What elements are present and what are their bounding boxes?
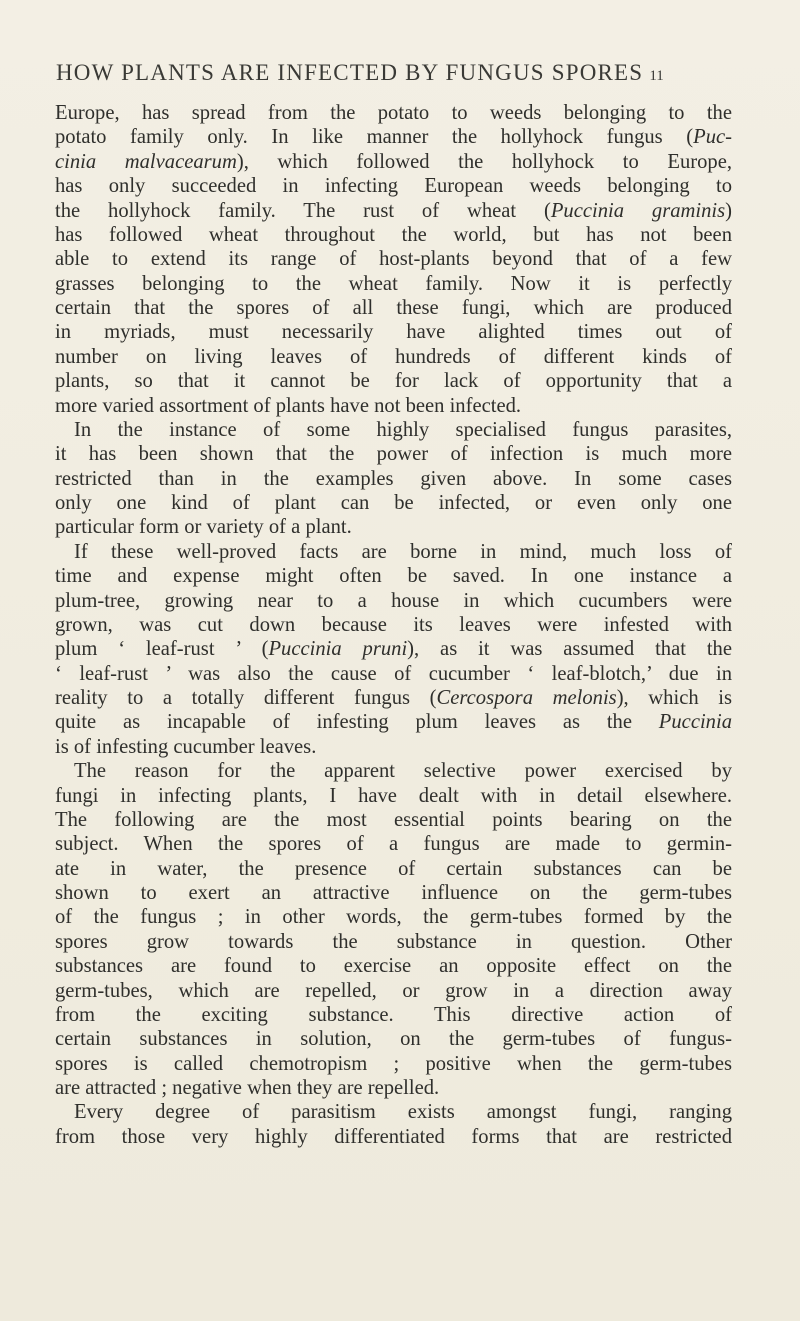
- running-head-title: HOW PLANTS ARE INFECTED BY FUNGUS SPORES: [56, 60, 644, 85]
- text-run: certain that the spores of all these fungi, which are produced: [55, 297, 732, 319]
- text-line: [55, 442, 732, 466]
- text-line: [55, 320, 732, 344]
- text-line: [55, 491, 732, 515]
- text-run: particular form or variety of a plant.: [55, 516, 352, 539]
- text-run: in myriads, must necessarily have alighted times out of: [55, 321, 732, 344]
- body-text: [55, 101, 732, 1149]
- italic-term: Puc-: [693, 126, 732, 149]
- text-run: able to extend its range of host-plants beyond that of a few: [55, 248, 732, 271]
- text-line: [55, 1125, 732, 1149]
- text-line: [55, 247, 732, 271]
- text-run: fungi in infecting plants, I have dealt with in detail elsewhere.: [55, 784, 732, 807]
- text-run: ), which followed the hollyhock to Europe,: [236, 150, 732, 173]
- text-run: are attracted ; negative when they are repelled.: [55, 1077, 440, 1099]
- text-run: ): [725, 199, 732, 222]
- text-run: from the exciting substance. This directive action of: [55, 1003, 732, 1026]
- text-run: substances are found to exercise an opposite effect on the: [55, 955, 732, 978]
- text-line: [55, 101, 732, 125]
- italic-term: Puccinia: [658, 711, 732, 734]
- text-run: spores is called chemotropism ; positive when the germ-tubes: [55, 1052, 732, 1075]
- text-line: [55, 881, 732, 905]
- text-run: more varied assortment of plants have not been infected.: [55, 394, 522, 417]
- text-run: is of infesting cucumber leaves.: [55, 735, 317, 758]
- text-line: [55, 1027, 732, 1051]
- text-line: [55, 1100, 732, 1124]
- text-line: [55, 369, 732, 393]
- text-line: [55, 686, 732, 710]
- text-line: [55, 1003, 732, 1027]
- text-line: [55, 832, 732, 856]
- text-run: Every degree of parasitism exists amongst fungi, ranging: [74, 1101, 732, 1124]
- text-run: only one kind of plant can be infected, or even only one: [55, 492, 732, 514]
- text-run: plum-tree, growing near to a house in which cucumbers were: [55, 589, 732, 612]
- text-run: germ-tubes, which are repelled, or grow in a direction away: [55, 979, 732, 1002]
- text-line: [55, 808, 732, 832]
- text-line: [55, 418, 732, 442]
- text-line: [55, 467, 732, 491]
- text-line: [55, 979, 732, 1003]
- text-line: [55, 150, 732, 174]
- text-line: [55, 1052, 732, 1076]
- text-run: has followed wheat throughout the world, but has not been: [55, 223, 732, 246]
- text-run: plants, so that it cannot be for lack of opportunity that a: [55, 370, 732, 393]
- text-run: The reason for the apparent selective power exercised by: [74, 760, 732, 783]
- text-run: grown, was cut down because its leaves were infested with: [55, 613, 732, 636]
- italic-term: cinia malvacearum: [55, 150, 237, 173]
- text-line: [55, 125, 732, 149]
- text-line: [55, 174, 732, 198]
- text-line: [55, 613, 732, 637]
- text-line: [55, 637, 732, 661]
- text-run: quite as incapable of infesting plum leaves as the: [55, 711, 659, 734]
- text-run: of the fungus ; in other words, the germ-tubes formed by the: [55, 906, 732, 929]
- text-run: plum ‘ leaf-rust ’ (: [55, 638, 269, 661]
- text-run: the hollyhock family. The rust of wheat (: [55, 199, 551, 222]
- text-run: restricted than in the examples given above. In some cases: [55, 467, 732, 490]
- text-run: certain substances in solution, on the germ-tubes of fungus-: [55, 1028, 732, 1051]
- text-run: Europe, has spread from the potato to weeds belonging to the: [55, 102, 732, 124]
- italic-term: Puccinia graminis: [550, 199, 726, 222]
- text-line: [55, 930, 732, 954]
- text-run: ), which is: [616, 687, 732, 709]
- text-run: from those very highly differentiated forms that are restricted: [55, 1125, 732, 1148]
- text-line: [55, 564, 732, 588]
- text-run: ate in water, the presence of certain substances can be: [55, 857, 732, 880]
- text-line: [55, 540, 732, 564]
- text-line: [55, 857, 732, 881]
- text-line: [55, 272, 732, 296]
- text-line: [55, 759, 732, 783]
- text-line: [55, 1076, 732, 1100]
- text-line: [55, 394, 732, 418]
- text-run: has only succeeded in infecting European weeds belonging to: [55, 175, 732, 198]
- text-line: [55, 735, 732, 759]
- text-line: [55, 223, 732, 247]
- text-run: ), as it was assumed that the: [407, 638, 732, 661]
- text-run: In the instance of some highly specialised fungus parasites,: [74, 418, 732, 441]
- text-run: If these well-proved facts are borne in mind, much loss of: [74, 540, 732, 563]
- text-line: [55, 784, 732, 808]
- text-line: [55, 954, 732, 978]
- text-run: number on living leaves of hundreds of different kinds of: [55, 345, 732, 368]
- text-run: grasses belonging to the wheat family. Now it is perfectly: [55, 272, 732, 295]
- text-run: ‘ leaf-rust ’ was also the cause of cucumber ‘ leaf-blotch,’ due in: [55, 662, 732, 685]
- italic-term: Cercospora melonis: [436, 687, 617, 709]
- italic-term: Puccinia pruni: [268, 638, 408, 661]
- text-line: [55, 345, 732, 369]
- text-line: [55, 589, 732, 613]
- running-head: [56, 60, 736, 86]
- text-run: it has been shown that the power of infection is much more: [55, 443, 732, 466]
- text-run: shown to exert an attractive influence on the germ-tubes: [55, 882, 732, 904]
- text-run: spores grow towards the substance in question. Other: [55, 930, 732, 953]
- text-run: time and expense might often be saved. In one instance a: [55, 565, 732, 588]
- page-number: 11: [649, 68, 664, 84]
- text-run: subject. When the spores of a fungus are made to germin-: [55, 833, 732, 856]
- text-line: [55, 905, 732, 929]
- text-run: potato family only. In like manner the hollyhock fungus (: [55, 126, 694, 149]
- text-line: [55, 296, 732, 320]
- text-run: The following are the most essential points bearing on the: [55, 808, 732, 831]
- text-line: [55, 199, 732, 223]
- text-run: reality to a totally different fungus (: [55, 687, 437, 709]
- text-line: [55, 710, 732, 734]
- text-line: [55, 662, 732, 686]
- text-line: [55, 515, 732, 539]
